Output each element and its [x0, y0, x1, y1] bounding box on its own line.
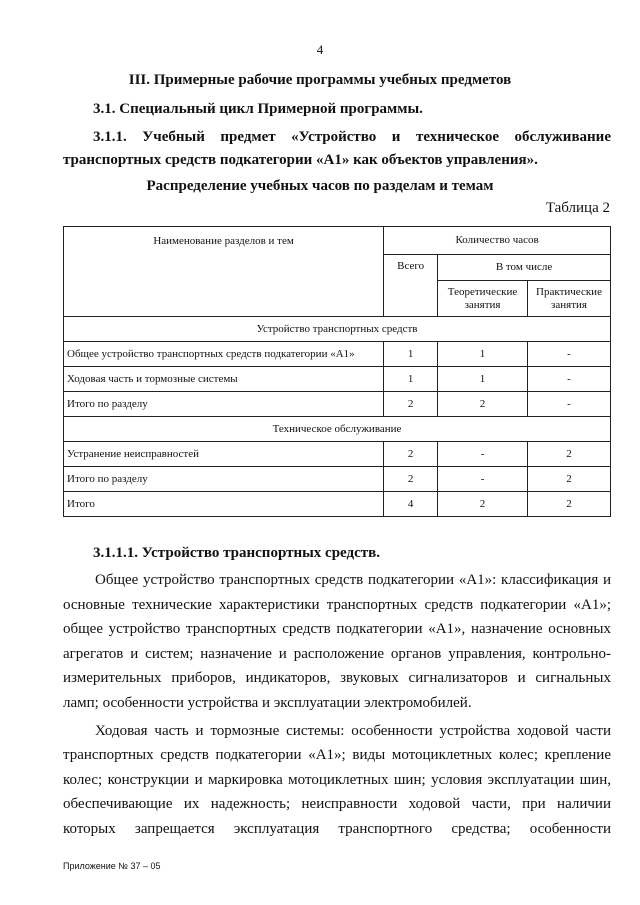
- footer-note: Приложение № 37 – 05: [63, 861, 161, 871]
- row-name: Ходовая часть и тормозные системы: [64, 367, 384, 392]
- row-practice: -: [528, 367, 611, 392]
- row-name: Итого: [64, 492, 384, 517]
- row-total: 2: [384, 467, 438, 492]
- row-theory: -: [438, 442, 528, 467]
- table-row: [64, 342, 611, 367]
- paragraph: Ходовая часть и тормозные системы: особенности устройства ходовой части транспортных средств подкатегории «A1»; виды мотоциклетных колес; крепление колес; конструкции и маркировка мотоциклетных шин; условия эксплуатации шин, обеспечивающие их надежность; неисправности ходовой части, при наличии которых запрещается эксплуатация транспортного средства; особенности: [63, 722, 611, 837]
- row-total: 1: [384, 342, 438, 367]
- row-practice: 2: [528, 442, 611, 467]
- row-total: 4: [384, 492, 438, 517]
- cycle-heading: 3.1. Специальный цикл Примерной программы.: [93, 101, 423, 117]
- table-label: Таблица 2: [545, 200, 610, 216]
- section-row: Техническое обслуживание: [64, 417, 611, 442]
- row-total: 2: [384, 442, 438, 467]
- subsection-heading: 3.1.1.1. Устройство транспортных средств.: [93, 545, 380, 561]
- row-practice: -: [528, 392, 611, 417]
- row-theory: 2: [438, 392, 528, 417]
- row-name: Итого по разделу: [64, 467, 384, 492]
- row-theory: -: [438, 467, 528, 492]
- table-row: [64, 492, 611, 517]
- row-name: Общее устройство транспортных средств подкатегории «A1»: [64, 342, 384, 367]
- hours-table: [63, 226, 611, 517]
- table-row: [64, 442, 611, 467]
- header-practice: Практические занятия: [528, 281, 611, 317]
- main-heading: III. Примерные рабочие программы учебных предметов: [128, 72, 512, 88]
- header-including: В том числе: [438, 255, 611, 281]
- table-row: [64, 467, 611, 492]
- header-theory: Теоретические занятия: [438, 281, 528, 317]
- paragraph: Общее устройство транспортных средств подкатегории «A1»: классификация и основные технические характеристики транспортных средств подкатегории «A1»; общее устройство транспортных средств подкатегории «A1», назначение основных агрегатов и систем; назначение и расположение органов управления, контрольно-измерительных приборов, индикаторов, звуковых сигнализаторов и сигнальных ламп; особенности устройства и эксплуатации электромобилей.: [63, 572, 611, 711]
- section-row: Устройство транспортных средств: [64, 317, 611, 342]
- subject-heading-line1: 3.1.1. Учебный предмет «Устройство и техническое обслуживание: [93, 129, 611, 145]
- row-theory: 1: [438, 342, 528, 367]
- row-name: Устранение неисправностей: [64, 442, 384, 467]
- header-hours: Количество часов: [384, 227, 611, 255]
- header-total: Всего: [384, 255, 438, 317]
- row-theory: 2: [438, 492, 528, 517]
- table-row: [64, 367, 611, 392]
- subject-heading-line2: транспортных средств подкатегории «A1» как объектов управления».: [63, 152, 538, 168]
- row-name: Итого по разделу: [64, 392, 384, 417]
- page-number: 4: [316, 42, 324, 57]
- body-text: [63, 568, 611, 842]
- distribution-title: Распределение учебных часов по разделам и темам: [146, 178, 494, 194]
- row-theory: 1: [438, 367, 528, 392]
- row-practice: 2: [528, 467, 611, 492]
- row-total: 2: [384, 392, 438, 417]
- row-total: 1: [384, 367, 438, 392]
- header-name: Наименование разделов и тем: [64, 227, 384, 317]
- table-row: [64, 392, 611, 417]
- row-practice: 2: [528, 492, 611, 517]
- row-practice: -: [528, 342, 611, 367]
